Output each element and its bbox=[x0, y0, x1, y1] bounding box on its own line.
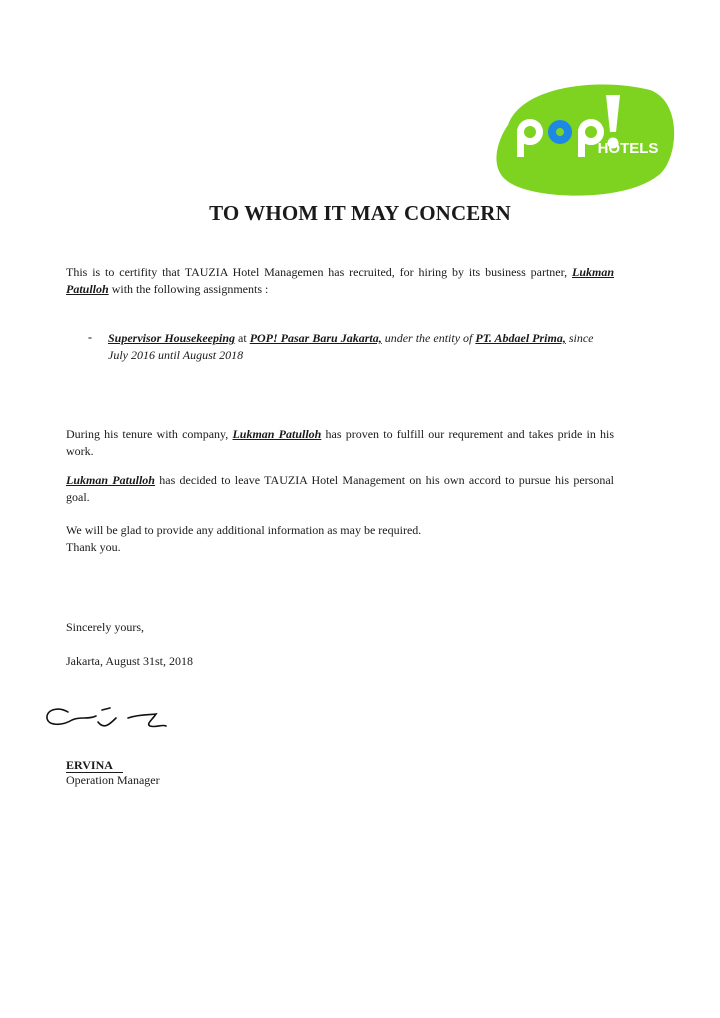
thank-you-line: Thank you. bbox=[66, 540, 121, 554]
position-name: Supervisor Housekeeping bbox=[108, 331, 236, 345]
tenure-paragraph: During his tenure with company, Lukman Patulloh has proven to fulfill our requrement and takes pride in his work. bbox=[66, 427, 615, 458]
place-date-line: Jakarta, August 31st, 2018 bbox=[66, 654, 193, 668]
logo-hotels-text: HOTELS bbox=[597, 140, 659, 157]
employee-name: Lukman Patulloh bbox=[66, 473, 155, 487]
hotel-name: POP! Pasar Baru Jakarta, bbox=[249, 331, 382, 345]
entity-name: PT. Abdael Prima, bbox=[475, 331, 566, 345]
closing-line: Sincerely yours, bbox=[66, 620, 144, 634]
employee-name: Lukman Patulloh bbox=[232, 427, 322, 441]
signer-name: ERVINA bbox=[66, 757, 123, 774]
letter-title: TO WHOM IT MAY CONCERN bbox=[209, 201, 511, 225]
leave-paragraph: Lukman Patulloh has decided to leave TAUZIA Hotel Management on his own accord to pursue his personal goal. bbox=[66, 473, 614, 504]
signer-title: Operation Manager bbox=[66, 773, 160, 787]
handwritten-signature bbox=[44, 700, 174, 738]
pop-hotels-logo bbox=[478, 80, 678, 200]
employee-name: Lukman Patulloh bbox=[66, 265, 614, 296]
assignment-item: Supervisor Housekeeping at POP! Pasar Baru Jakarta, under the entity of PT. Abdael Prima, since July 2016 until August 2018 bbox=[108, 331, 594, 362]
additional-info-line: We will be glad to provide any additional information as may be required. bbox=[66, 523, 422, 537]
intro-paragraph: This is to certifity that TAUZIA Hotel Managemen has recruited, for hiring by its business partner, Lukman Patulloh with the following assignments : bbox=[66, 265, 614, 296]
bullet-dash: - bbox=[88, 330, 92, 344]
logo-letter-p2-stem bbox=[578, 129, 585, 157]
logo-letter-p-stem bbox=[517, 129, 524, 157]
